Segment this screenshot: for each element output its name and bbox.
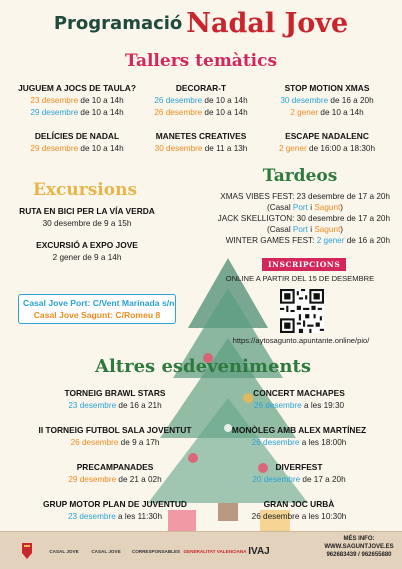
time-text: a les 19:30 (301, 401, 345, 410)
excursion-expo-jove (8, 240, 166, 262)
taller-date-line (134, 96, 268, 105)
logo-ajuntament (12, 542, 42, 560)
event-precampanades (40, 462, 190, 484)
taller-date-line (10, 108, 144, 117)
time-text: de 10 a 14h (318, 108, 364, 117)
text: WINTER GAMES FEST: (225, 236, 317, 245)
logo-ivaj (244, 542, 274, 560)
taller-date-line (10, 144, 144, 153)
text: (Casal (266, 225, 293, 234)
shield-icon (22, 543, 32, 559)
tardeo-xmas-vibes: XMAS VIBES FEST: 23 desembre de 17 a 20h (220, 192, 390, 201)
taller-jocs-de-taula (10, 83, 144, 117)
logo-casal-jove-1 (46, 542, 82, 560)
time-text: de 16:00 a 18:30h (306, 144, 376, 153)
event-futbol-sala (30, 425, 200, 447)
info-label: MÉS INFO: (343, 536, 375, 542)
logo-casal-jove-2 (88, 542, 124, 560)
tardeo-casal-line (190, 224, 390, 235)
port-text: Port (292, 203, 308, 212)
inscripcions-label: INSCRIPCIONS (262, 258, 346, 271)
date-text: 20 desembre (252, 475, 301, 484)
text: i (307, 225, 315, 234)
event-date-line (40, 475, 190, 484)
time-text: de 10 a 14h (78, 96, 124, 105)
event-title: TORNEIG BRAWL STARS (64, 388, 166, 398)
taller-date-line (10, 96, 144, 105)
qr-code[interactable] (280, 289, 324, 333)
taller-date-line (260, 144, 394, 153)
taller-title: MANETES CREATIVES (155, 131, 247, 141)
taller-stop-motion (260, 83, 394, 117)
event-date-line (40, 401, 190, 410)
date-text: 26 desembre (154, 96, 203, 105)
casal-addresses-box (18, 294, 176, 324)
time-text: a les 18:00h (299, 438, 347, 447)
taller-title: STOP MOTION XMAS (284, 83, 370, 93)
date-text: 30 desembre (154, 144, 203, 153)
time-text: de 11 a 13h (202, 144, 248, 153)
date-text: 2 gener (290, 108, 319, 117)
info-web[interactable]: WWW.SAGUNTJOVE.ES (324, 544, 394, 550)
event-title: GRUP MOTOR PLAN DE JUVENTUD (43, 499, 187, 509)
casal-port-address: Casal Jove Port: C/Vent Marinada s/n (23, 298, 175, 308)
date-text: 23 desembre (67, 512, 116, 521)
taller-date-line (260, 96, 394, 105)
logo-text: CORRESPONSABLES (131, 548, 181, 554)
time-text: de 16 a 20h (328, 96, 374, 105)
event-date-line: 26 desembre a les 10:30h (251, 512, 347, 521)
footer-info (324, 535, 394, 559)
event-gran-joc-urba (224, 499, 374, 521)
port-text: Port (292, 225, 308, 234)
date-text: 29 desembre (68, 475, 117, 484)
date-text: 26 desembre (251, 438, 300, 447)
info-phones: 962683439 / 962655880 (326, 552, 392, 558)
title-nadal-jove: Nadal Jove (186, 8, 349, 39)
logo-corresponsables (128, 542, 184, 560)
taller-escape (260, 131, 394, 153)
event-concert-machapes (224, 388, 374, 410)
time-text: de 10 a 14h (78, 144, 124, 153)
tallers-heading: Tallers temàtics (124, 51, 278, 71)
taller-date-line (134, 108, 268, 117)
event-title: DIVERFEST (275, 462, 323, 472)
excursions-heading: Excursions (32, 180, 138, 200)
taller-title: DECORAR-T (175, 83, 227, 93)
event-brawl-stars (40, 388, 190, 410)
time-text: de 10 a 14h (202, 96, 248, 105)
text: ) (340, 203, 344, 212)
date-text: 26 desembre (70, 438, 119, 447)
time-text: a les 11:30h (115, 512, 163, 521)
tardeos-heading: Tardeos (262, 166, 338, 186)
sagunt-text: Sagunt (314, 203, 341, 212)
tardeo-jack-skelligton: JACK SKELLIGTON: 30 desembre de 17 a 20h (217, 214, 390, 223)
excursion-date: 30 desembre de 9 a 15h (42, 219, 132, 228)
footer-bar (0, 531, 402, 569)
title-programacio: Programació (53, 13, 183, 34)
taller-decorar-t (134, 83, 268, 117)
event-date-line (224, 401, 374, 410)
logo-text: CASAL JOVE (49, 548, 79, 554)
tardeo-winter-games (190, 235, 390, 246)
date-text: 30 desembre (280, 96, 329, 105)
inscripcions-online: ONLINE A PARTIR DEL 15 DE DESEMBRE (225, 274, 375, 283)
time-text: de 16 a 21h (116, 401, 162, 410)
time-text: de 10 a 14h (202, 108, 248, 117)
time-text: de 21 a 02h (116, 475, 162, 484)
event-date-line (224, 475, 374, 484)
text: i (307, 203, 315, 212)
poster-title (0, 8, 402, 42)
date-text: 26 desembre (154, 108, 203, 117)
event-date-line (30, 512, 200, 521)
tardeo-casal-line (190, 202, 390, 213)
altres-heading: Altres esdeveniments (95, 356, 311, 377)
event-date-line (30, 438, 200, 447)
inscripcions-url[interactable]: https://aytosagunto.apuntante.online/pio/ (232, 336, 370, 345)
taller-date-line (260, 108, 394, 117)
time-text: de 10 a 14h (78, 108, 124, 117)
text: de 16 a 20h (344, 236, 390, 245)
time-text: de 17 a 20h (300, 475, 346, 484)
event-title: PRECAMPANADES (76, 462, 154, 472)
date-text: 29 desembre (30, 108, 79, 117)
taller-title: DELÍCIES DE NADAL (34, 131, 120, 141)
taller-title: JUGUEM A JOCS DE TAULA? (18, 83, 136, 93)
taller-manetes (134, 131, 268, 153)
event-title: MONÒLEG AMB ALEX MARTÍNEZ (231, 425, 367, 435)
event-diverfest (224, 462, 374, 484)
event-title: CONCERT MACHAPES (253, 388, 345, 398)
excursion-title: RUTA EN BICI PER LA VÍA VERDA (19, 206, 155, 216)
event-grup-motor (30, 499, 200, 521)
text: ) (340, 225, 344, 234)
logo-generalitat (183, 542, 247, 560)
event-monoleg (222, 425, 376, 447)
casal-sagunt-address: Casal Jove Sagunt: C/Romeu 8 (33, 310, 161, 320)
excursion-ruta-bici (8, 206, 166, 228)
time-text: de 9 a 17h (118, 438, 160, 447)
date-text: 29 desembre (30, 144, 79, 153)
date-text: 2 gener (316, 236, 345, 245)
excursion-title: EXCURSIÓ A EXPO JOVE (36, 240, 138, 250)
date-text: 2 gener (278, 144, 307, 153)
taller-date-line (134, 144, 268, 153)
date-text: 26 desembre (253, 401, 302, 410)
text: (Casal (266, 203, 293, 212)
logo-text: IVAJ (248, 545, 270, 557)
date-text: 23 desembre (30, 96, 79, 105)
event-title: GRAN JOC URBÀ (263, 499, 335, 509)
excursion-date: 2 gener de 9 a 14h (52, 253, 122, 262)
logo-text: CASAL JOVE (91, 548, 121, 554)
tardeos-list (190, 191, 390, 246)
event-title: II TORNEIG FUTBOL SALA JOVENTUT (38, 425, 192, 435)
logo-text: GENERALITAT VALENCIANA (183, 548, 247, 554)
taller-delicies (10, 131, 144, 153)
inscripcions-badge (262, 258, 346, 271)
taller-title: ESCAPE NADALENC (285, 131, 369, 141)
sagunt-text: Sagunt (314, 225, 341, 234)
date-text: 23 desembre (68, 401, 117, 410)
event-date-line (222, 438, 376, 447)
